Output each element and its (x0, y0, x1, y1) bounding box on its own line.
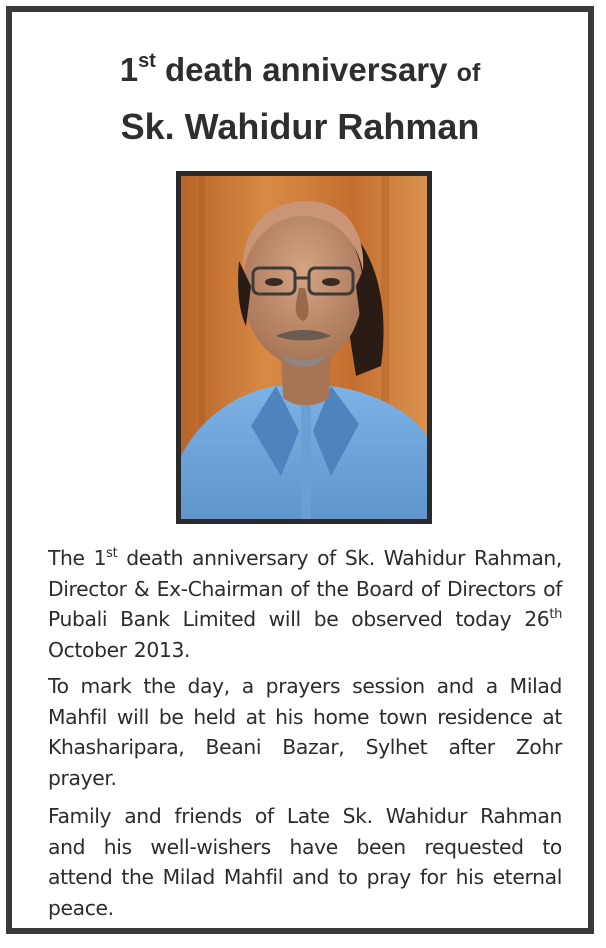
title-text: death anniversary (155, 51, 457, 88)
p1-part-c: October 2013. (48, 637, 191, 662)
p1-sup-st: st (106, 546, 118, 561)
p1-sup-th: th (549, 607, 562, 622)
portrait-icon (181, 176, 427, 519)
title-of: of (456, 59, 481, 87)
paragraph-announcement (48, 543, 562, 665)
title-ordinal-suffix: st (138, 50, 156, 72)
page-title-line1 (12, 50, 588, 93)
page-title-name: Sk. Wahidur Rahman (120, 106, 480, 147)
paragraph-event-details: To mark the day, a prayers session and a Milad Mahfil will be held at his home town residence at Khasharipara, Beani Bazar, Sylhet after Zohr prayer. (48, 674, 562, 790)
title-ordinal-number: 1 (119, 51, 139, 88)
portrait-photo (176, 171, 432, 524)
notice-frame (6, 6, 594, 934)
paragraph-invitation: Family and friends of Late Sk. Wahidur Rahman and his well-wishers have been requested to attend the Milad Mahfil and to pray for his eternal peace. (48, 804, 562, 920)
p1-part-a: The 1 (48, 546, 107, 570)
p1-part-b: death anniversary of Sk. Wahidur Rahman, Director & Ex-Chairman of the Board of Directors of Pubali Bank Limited will be observed today 26 (48, 546, 563, 631)
